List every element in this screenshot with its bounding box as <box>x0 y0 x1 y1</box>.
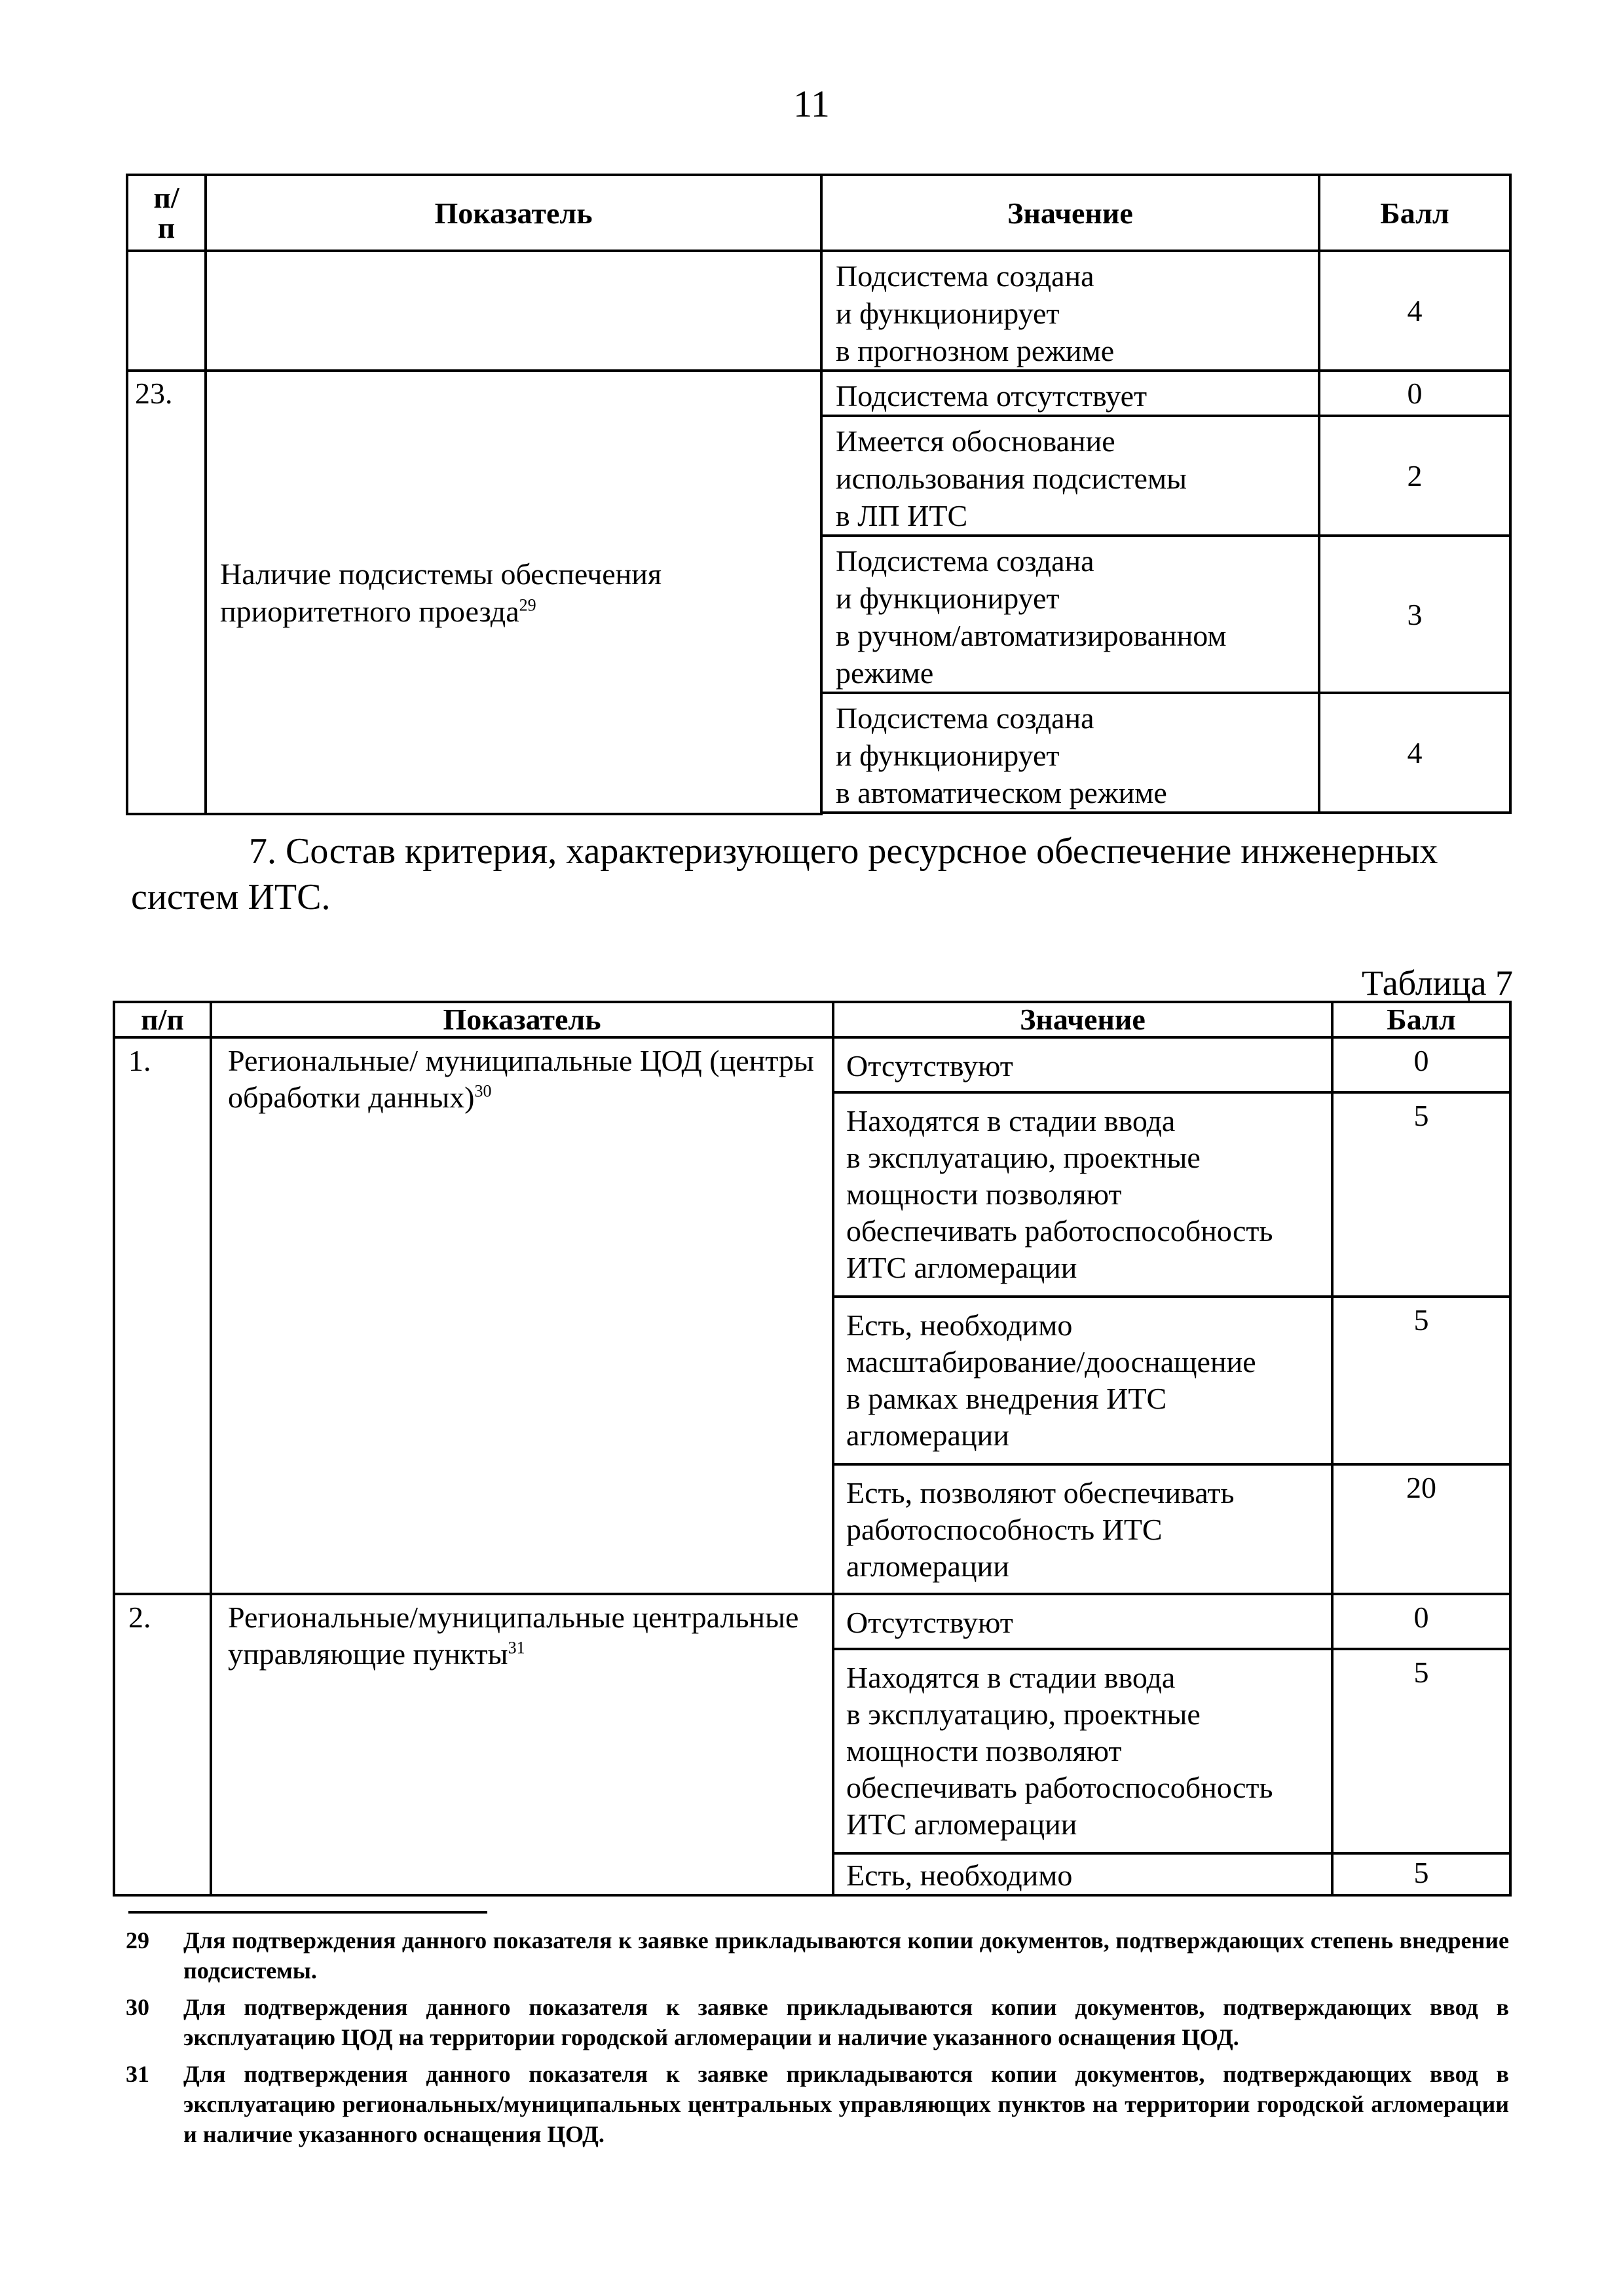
indicator-table-continuation <box>126 174 1512 815</box>
table-row <box>114 1594 1510 1649</box>
value-cell: Подсистема отсутствует <box>821 371 1319 416</box>
value-cell: Находятся в стадии ввода в эксплуатацию, проектные мощности позволяют обеспечивать работоспособность ИТС агломерации <box>833 1092 1332 1297</box>
footnote-ref: 31 <box>508 1638 525 1657</box>
score-cell: 0 <box>1332 1594 1510 1649</box>
indicator-cell <box>211 1594 833 1895</box>
header-score: Балл <box>1319 175 1510 251</box>
score-cell: 5 <box>1332 1649 1510 1853</box>
score-cell: 4 <box>1319 693 1510 813</box>
score-cell: 2 <box>1319 416 1510 536</box>
header-num: п/ п <box>127 175 206 251</box>
section-heading: 7. Состав критерия, характеризующего ресурсное обеспечение инженерных систем ИТС. <box>131 831 1438 917</box>
table-row <box>114 1037 1510 1092</box>
table-header-row <box>114 1002 1510 1037</box>
footnote-divider <box>128 1911 487 1914</box>
table-caption: Таблица 7 <box>1362 963 1513 1003</box>
table-row <box>127 251 1510 371</box>
table-7 <box>113 1001 1512 1897</box>
footnote-ref: 29 <box>519 595 536 615</box>
table-row <box>127 371 1510 416</box>
row-number: 23. <box>127 371 206 814</box>
num-cell <box>127 251 206 371</box>
footnote-number: 30 <box>126 1994 149 2020</box>
footnote-text: Для подтверждения данного показателя к заявке прикладываются копии документов, подтверждающих ввод в эксплуатацию ЦОД на территории городской агломерации и наличие указанного оснащения ЦОД. <box>183 1994 1509 2050</box>
header-indicator: Показатель <box>211 1002 833 1037</box>
footnote-ref: 30 <box>474 1081 492 1101</box>
score-cell: 4 <box>1319 251 1510 371</box>
header-num: п/п <box>114 1002 211 1037</box>
indicator-text: Региональные/ муниципальные ЦОД (центры обработки данных) <box>228 1044 814 1114</box>
value-cell: Есть, необходимо <box>833 1853 1332 1895</box>
indicator-cell <box>206 251 821 371</box>
score-cell: 3 <box>1319 536 1510 693</box>
footnote-29 <box>126 1925 1509 1986</box>
value-cell: Подсистема создана и функционирует в автоматическом режиме <box>821 693 1319 813</box>
footnote-30 <box>126 1992 1509 2052</box>
score-cell: 20 <box>1332 1464 1510 1594</box>
score-cell: 0 <box>1332 1037 1510 1092</box>
footnote-text: Для подтверждения данного показателя к заявке прикладываются копии документов, подтверждающих ввод в эксплуатацию региональных/муниципальных центральных управляющих пунктов на территории городской агломерации и наличие указанного оснащения ЦОД. <box>183 2061 1509 2147</box>
value-cell: Имеется обоснование использования подсистемы в ЛП ИТС <box>821 416 1319 536</box>
score-cell: 5 <box>1332 1853 1510 1895</box>
value-cell: Находятся в стадии ввода в эксплуатацию, проектные мощности позволяют обеспечивать работоспособность ИТС агломерации <box>833 1649 1332 1853</box>
table-header-row <box>127 175 1510 251</box>
value-cell: Подсистема создана и функционирует в прогнозном режиме <box>821 251 1319 371</box>
value-cell: Отсутствуют <box>833 1594 1332 1649</box>
footnote-number: 31 <box>126 2061 149 2087</box>
indicator-text: Наличие подсистемы обеспечения приоритетного проезда <box>220 557 662 628</box>
header-value: Значение <box>833 1002 1332 1037</box>
footnote-31 <box>126 2059 1509 2149</box>
footnote-text: Для подтверждения данного показателя к заявке прикладываются копии документов, подтверждающих степень внедрение подсистемы. <box>183 1927 1509 1984</box>
score-cell: 0 <box>1319 371 1510 416</box>
indicator-cell <box>211 1037 833 1594</box>
score-cell: 5 <box>1332 1092 1510 1297</box>
indicator-cell <box>206 371 821 814</box>
page-number: 11 <box>793 83 830 125</box>
header-value: Значение <box>821 175 1319 251</box>
value-cell: Есть, необходимо масштабирование/дооснащение в рамках внедрения ИТС агломерации <box>833 1297 1332 1464</box>
footnote-number: 29 <box>126 1927 149 1953</box>
value-cell: Подсистема создана и функционирует в ручном/автоматизированном режиме <box>821 536 1319 693</box>
score-cell: 5 <box>1332 1297 1510 1464</box>
row-number: 1. <box>114 1037 211 1594</box>
value-cell: Отсутствуют <box>833 1037 1332 1092</box>
indicator-text: Региональные/муниципальные центральные управляющие пункты <box>228 1601 799 1671</box>
header-score: Балл <box>1332 1002 1510 1037</box>
row-number: 2. <box>114 1594 211 1895</box>
header-indicator: Показатель <box>206 175 821 251</box>
value-cell: Есть, позволяют обеспечивать работоспособность ИТС агломерации <box>833 1464 1332 1594</box>
